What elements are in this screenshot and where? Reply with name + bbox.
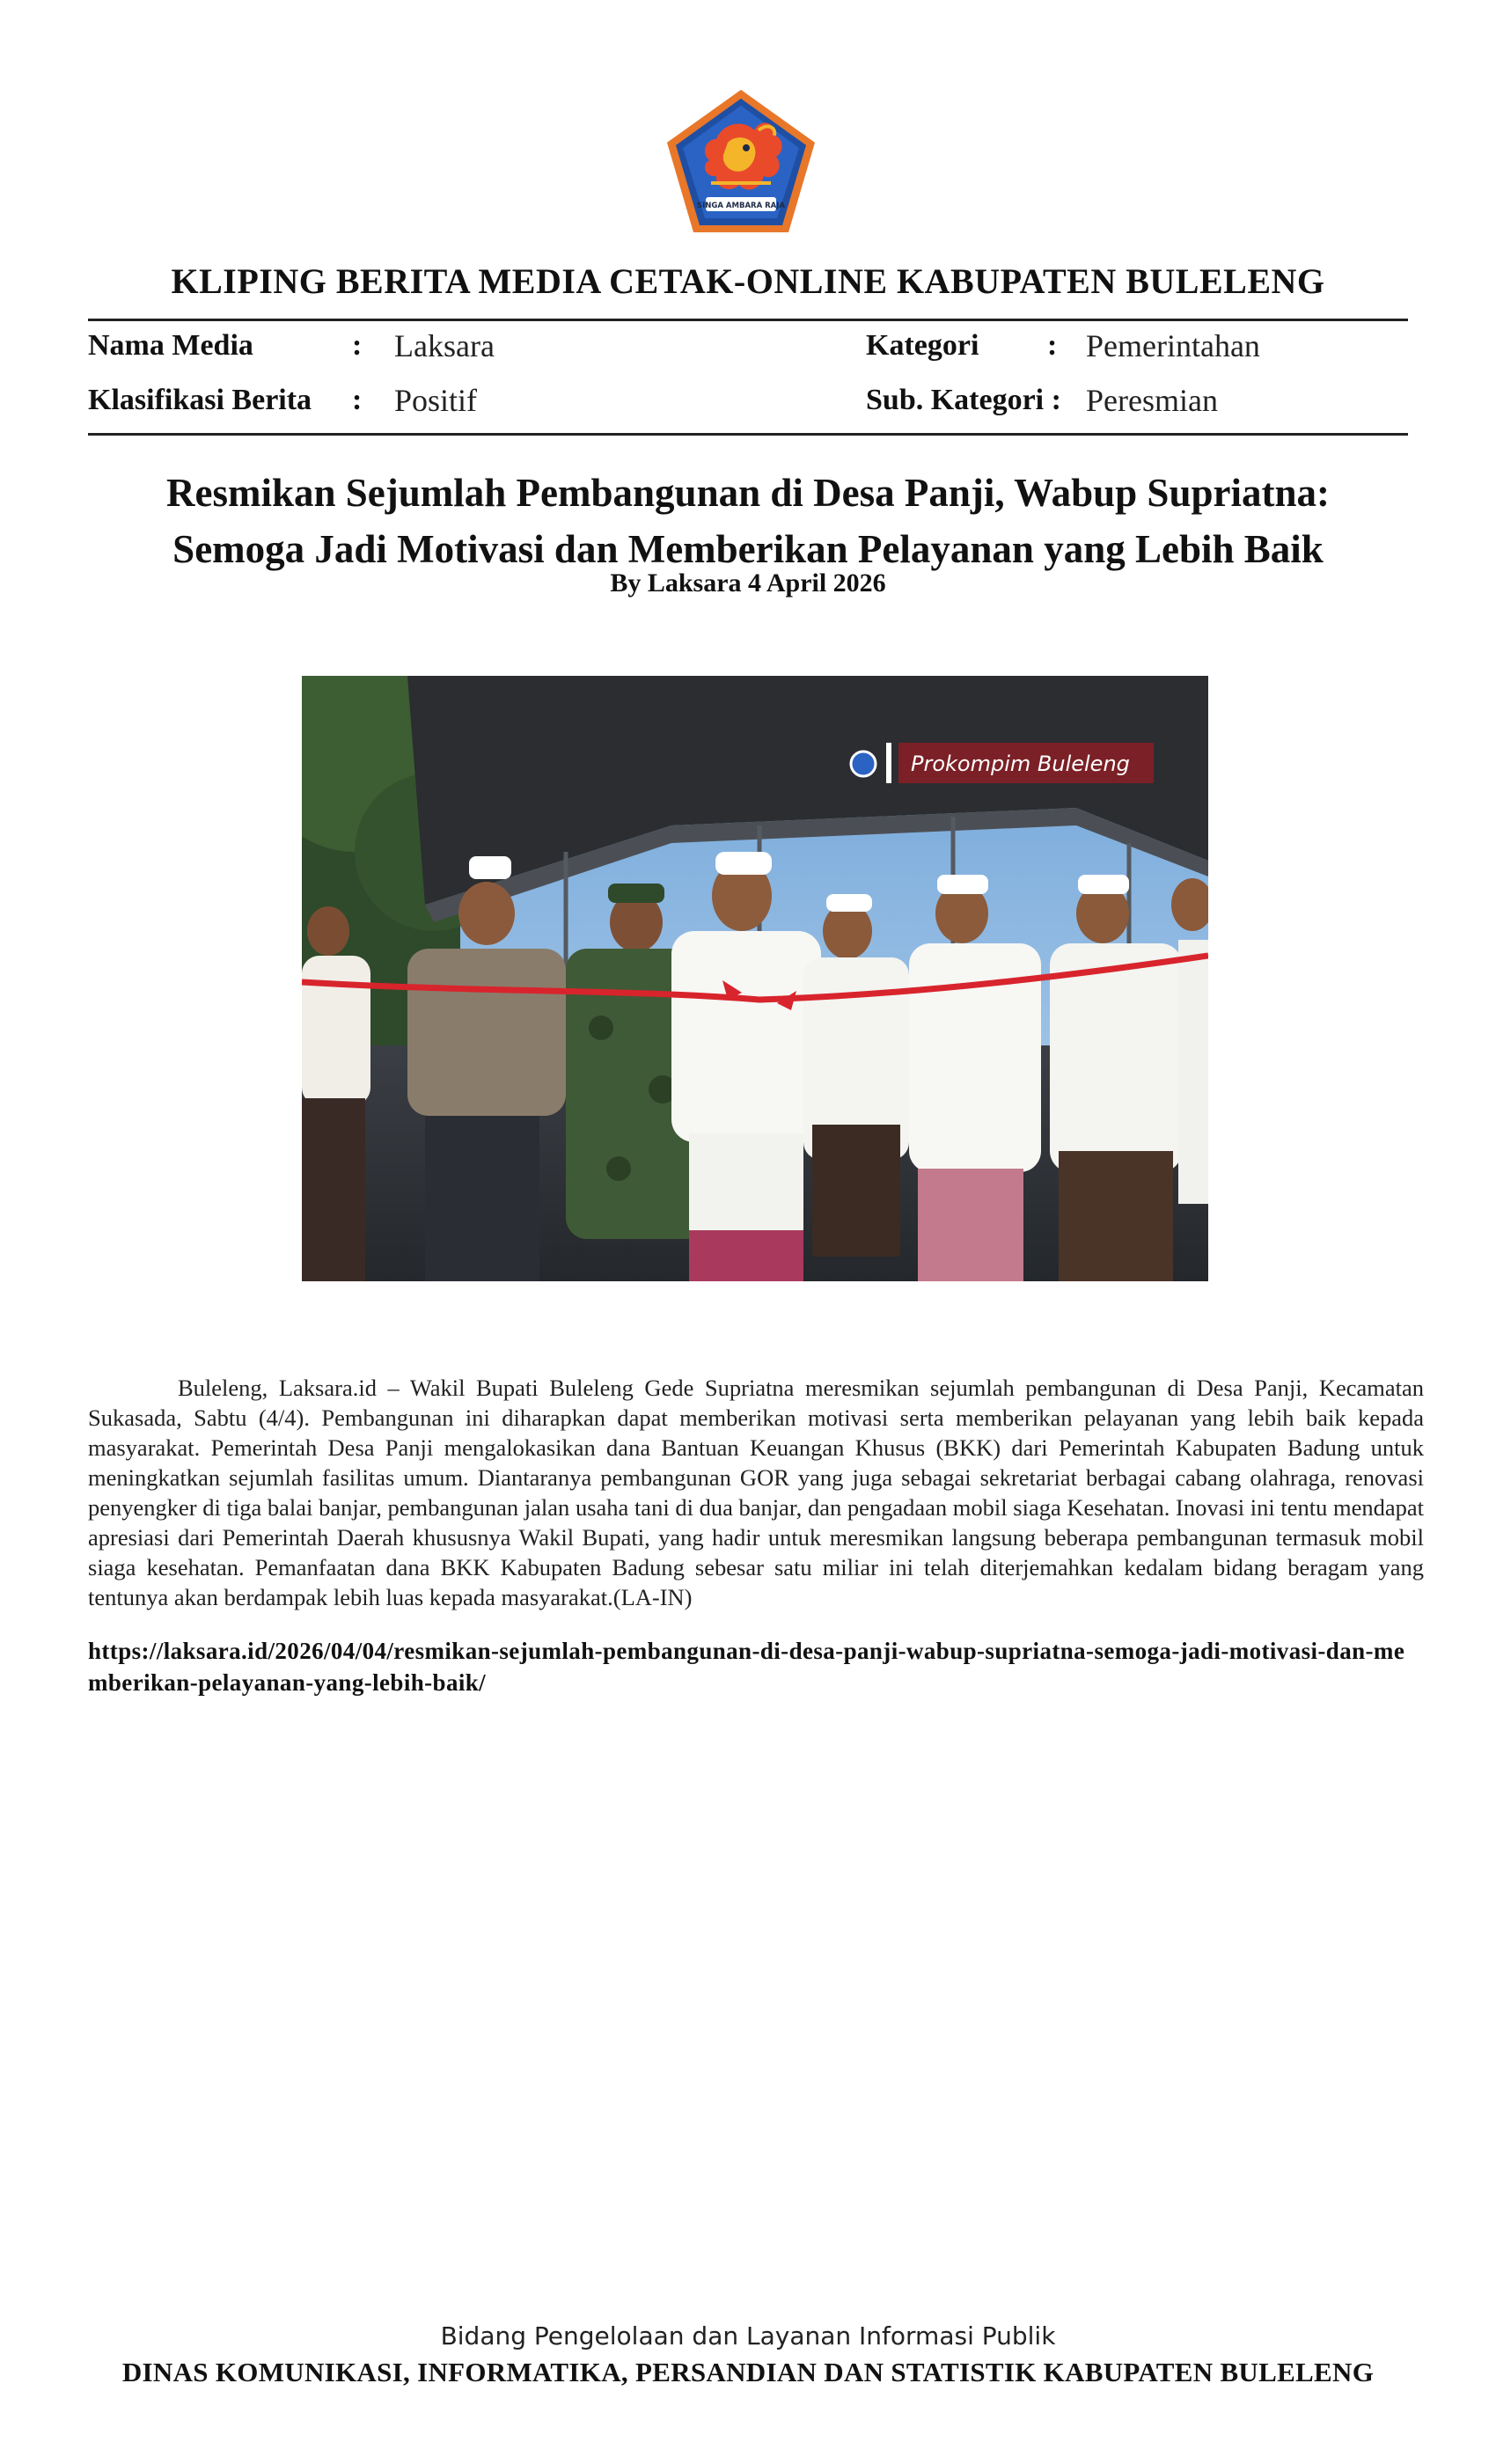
buleleng-logo — [662, 86, 820, 236]
classification-label: Klasifikasi Berita — [88, 384, 312, 416]
header-divider-bottom — [88, 433, 1408, 436]
category-label: Kategori — [866, 329, 979, 362]
subcategory-label: Sub. Kategori : — [866, 384, 1061, 416]
article-title-line-1: Resmikan Sejumlah Pembangunan di Desa Panji, Wabup Supriatna: — [166, 471, 1330, 515]
header-divider-top — [88, 319, 1408, 321]
footer-department: Bidang Pengelolaan dan Layanan Informasi Publik — [440, 2321, 1056, 2350]
media-value: Laksara — [394, 328, 495, 363]
footer-agency: DINAS KOMUNIKASI, INFORMATIKA, PERSANDIAN DAN STATISTIK KABUPATEN BULELENG — [121, 2357, 1375, 2387]
media-colon: : — [352, 329, 363, 362]
media-label: Nama Media — [88, 329, 253, 362]
article-byline: By Laksara 4 April 2026 — [610, 568, 886, 598]
article-title-line-2: Semoga Jadi Motivasi dan Memberikan Pelayanan yang Lebih Baik — [172, 527, 1324, 571]
article-photo — [302, 676, 1208, 1281]
logo-motto: SINGA AMBARA RAJA — [697, 202, 785, 210]
article-source-url[interactable]: https://laksara.id/2026/04/04/resmikan-sejumlah-pembangunan-di-desa-panji-wabup-supriatna-semoga-jadi-motivasi-dan-memberikan-pelayanan-yang-lebih-baik/ — [88, 1638, 1405, 1696]
article-title — [88, 465, 1408, 577]
photo-watermark: Prokompim Buleleng — [911, 752, 1130, 776]
subcategory-value: Peresmian — [1086, 383, 1218, 418]
article-body: Buleleng, Laksara.id – Wakil Bupati Buleleng Gede Supriatna meresmikan sejumlah pembangunan di Desa Panji, Kecamatan Sukasada, Sabtu (4/4). Pembangunan ini diharapkan dapat memberikan motivasi serta memberikan pelayanan yang lebih baik kepada masyarakat. Pemerintah Desa Panji mengalokasikan dana Bantuan Keuangan Khusus (BKK) dari Pemerintah Kabupaten Badung untuk meningkatkan sejumlah fasilitas umum. Diantaranya pembangunan GOR yang juga sebagai sekretariat berbagai cabang olahraga, renovasi penyengker di tiga balai banjar, pembangunan jalan usaha tani di dua banjar, dan pengadaan mobil siaga Kesehatan. Inovasi ini tentu mendapat apresiasi dari Pemerintah Daerah khususnya Wakil Bupati, yang hadir untuk meresmikan langsung beberapa pembangunan termasuk mobil siaga kesehatan. Pemanfaatan dana BKK Kabupaten Badung sebesar satu miliar ini telah diterjemahkan kedalam bidang beragam yang tentunya akan berdampak lebih luas kepada masyarakat.(LA-IN) — [88, 1375, 1424, 1610]
document-header-title: KLIPING BERITA MEDIA CETAK-ONLINE KABUPATEN BULELENG — [171, 261, 1325, 301]
classification-value: Positif — [394, 383, 478, 418]
category-colon: : — [1047, 329, 1058, 362]
category-value: Pemerintahan — [1086, 328, 1260, 363]
classification-colon: : — [352, 384, 363, 416]
